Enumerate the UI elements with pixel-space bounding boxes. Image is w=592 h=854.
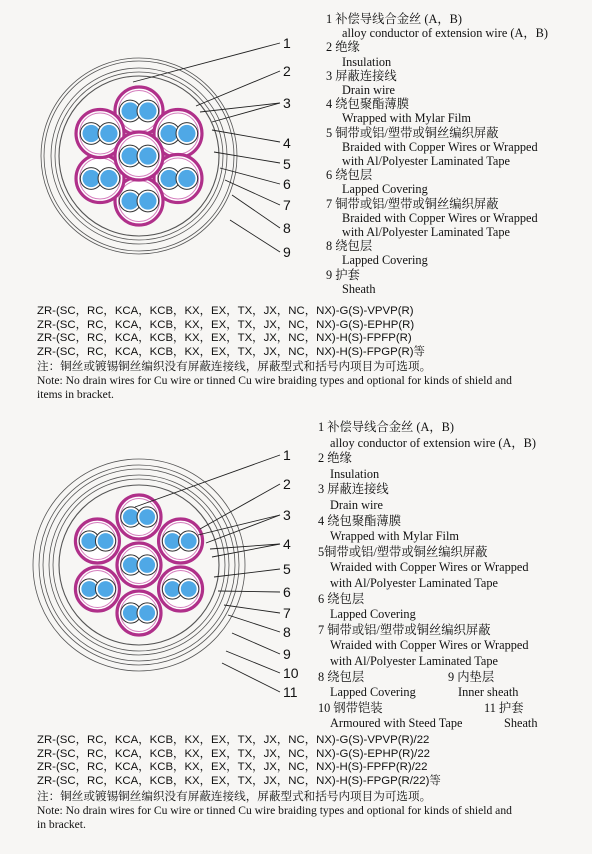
conductor: [121, 147, 138, 164]
legend-5-en: Braided with Copper Wires or Wrapped: [342, 139, 538, 154]
conductor: [83, 125, 100, 142]
cable-diagram-panel-1: [0, 0, 592, 410]
conductor: [123, 605, 139, 621]
note-zh: 注：铜丝或镀锡铜丝编织没有屏蔽连接线，屏蔽型式和括号内项目为可选项。: [37, 360, 432, 373]
leader-line: [210, 544, 280, 549]
conductor: [81, 581, 97, 597]
conductor: [181, 533, 197, 549]
model-code: ZR-(SC，RC，KCA，KCB，KX，EX，TX，JX，NC，NX)-H(S)-FPGP(R/22)等: [37, 774, 441, 787]
callout-10: 10: [283, 665, 299, 681]
legend-8-9-en: [318, 685, 536, 701]
conductor: [165, 533, 181, 549]
legend-2-zh: 2 绝缘: [326, 40, 360, 55]
legend-2-en: Insulation: [330, 466, 380, 481]
leader-line: [224, 605, 280, 613]
leader-line: [222, 663, 280, 692]
note-en-line2: in bracket.: [37, 818, 86, 831]
leader-line: [200, 484, 280, 529]
legend-7-zh: 7 铜带或铝/塑带或铜丝编织屏蔽: [318, 622, 491, 637]
conductor: [139, 192, 156, 209]
conductor: [181, 581, 197, 597]
legend-2-en: Insulation: [342, 54, 392, 69]
legend-9-en: Inner sheath: [458, 685, 519, 700]
leader-line: [214, 152, 280, 163]
callout-5: 5: [283, 561, 291, 577]
note-en-line1: Note: No drain wires for Cu wire or tinned Cu wire braiding types and optional for kinds of shield and: [37, 804, 512, 817]
legend-6-zh: 6 绕包层: [318, 591, 365, 606]
callout-11: 11: [283, 684, 298, 700]
component-legend-1: [326, 12, 548, 296]
legend-9-zh: 9 内垫层: [448, 669, 495, 684]
model-code: ZR-(SC，RC，KCA，KCB，KX，EX，TX，JX，NC，NX)-H(S)-FPGP(R)等: [37, 345, 425, 358]
leader-line: [212, 103, 280, 122]
legend-8-zh: 8 绕包层: [326, 239, 373, 254]
model-list-1: [37, 305, 425, 359]
conductor: [81, 533, 97, 549]
legend-7-en-line2: with Al/Polyester Laminated Tape: [330, 653, 498, 668]
legend-6-en: Lapped Covering: [342, 182, 428, 197]
callout-2: 2: [283, 476, 291, 492]
legend-7-en: Wraided with Copper Wires or Wrapped: [330, 638, 529, 653]
conductor: [123, 509, 139, 525]
model-code: ZR-(SC，RC，KCA，KCB，KX，EX，TX，JX，NC，NX)-G(S)-EPHP(R): [37, 318, 415, 331]
callout-7: 7: [283, 197, 291, 213]
callout-1: 1: [283, 35, 291, 51]
legend-7-en-line2: with Al/Polyester Laminated Tape: [342, 225, 510, 240]
legend-8-zh: 8 绕包层: [318, 669, 365, 684]
twisted-pairs: [76, 87, 202, 225]
legend-3-en: Drain wire: [342, 83, 395, 98]
legend-1-zh: 1 补偿导线合金丝 (A，B): [318, 420, 454, 434]
note-en-line2: items in bracket.: [37, 388, 114, 401]
twisted-pairs: [75, 495, 202, 635]
legend-8-en: Lapped Covering: [342, 253, 428, 268]
leader-line: [218, 591, 280, 592]
legend-4-en: Wrapped with Mylar Film: [330, 529, 459, 544]
note-en-line1: Note: No drain wires for Cu wire or tinned Cu wire braiding types and optional for kinds of shield and: [37, 374, 512, 387]
legend-2-zh: 2 绝缘: [318, 451, 352, 466]
legend-5-en-line2: with Al/Polyester Laminated Tape: [330, 575, 498, 590]
legend-8-9-zh: [318, 670, 536, 686]
legend-1-en: alloy conductor of extension wire (A，B): [342, 26, 548, 41]
note-zh: 注：铜丝或镀锡铜丝编织没有屏蔽连接线，屏蔽型式和括号内项目为可选项。: [37, 790, 432, 803]
leader-line: [214, 569, 280, 577]
callout-9: 9: [283, 646, 291, 662]
conductor: [139, 605, 155, 621]
legend-1-en: alloy conductor of extension wire (A，B): [330, 435, 536, 450]
conductor: [121, 192, 138, 209]
model-code: ZR-(SC，RC，KCA，KCB，KX，EX，TX，JX，NC，NX)-H(S)-FPFP(R)/22: [37, 761, 428, 774]
leader-line: [212, 130, 280, 142]
legend-4-zh: 4 绕包聚酯薄膜: [326, 97, 410, 112]
legend-10-en: Armoured with Steed Tape: [330, 716, 463, 731]
leader-line: [226, 651, 280, 673]
legend-5-zh: 5 铜带或铝/塑带或铜丝编织屏蔽: [326, 125, 499, 140]
leader-line: [228, 615, 280, 632]
callout-6: 6: [283, 584, 291, 600]
leader-line: [196, 71, 280, 106]
conductor: [100, 170, 117, 187]
legend-6-zh: 6 绕包层: [326, 168, 373, 183]
model-list-2: [37, 734, 441, 788]
legend-4-zh: 4 绕包聚酯薄膜: [318, 513, 402, 528]
callout-1: 1: [283, 447, 291, 463]
legend-9-en: Sheath: [342, 281, 376, 296]
leader-line: [212, 544, 280, 557]
leader-line: [225, 180, 280, 205]
cable-diagram-panel-2: [0, 415, 592, 854]
model-code: ZR-(SC，RC，KCA，KCB，KX，EX，TX，JX，NC，NX)-G(S)-VPVP(R): [37, 305, 414, 317]
callout-4: 4: [283, 536, 291, 552]
legend-10-11-en: [318, 716, 536, 732]
callout-3: 3: [283, 95, 291, 111]
note-1: [37, 360, 577, 402]
legend-10-11-zh: [318, 701, 536, 717]
conductor: [98, 581, 114, 597]
legend-3-en: Drain wire: [330, 497, 383, 512]
conductor: [83, 170, 100, 187]
conductor: [165, 581, 181, 597]
legend-9-zh: 9 护套: [326, 267, 360, 282]
callout-8: 8: [283, 220, 291, 236]
conductor: [100, 125, 117, 142]
conductor: [160, 125, 177, 142]
callout-9: 9: [283, 244, 291, 260]
leader-line: [232, 633, 280, 654]
model-code: ZR-(SC，RC，KCA，KCB，KX，EX，TX，JX，NC，NX)-G(S)-EPHP(R)/22: [37, 747, 431, 760]
legend-7-en: Braided with Copper Wires or Wrapped: [342, 210, 538, 225]
leader-line: [198, 515, 280, 535]
conductor: [123, 557, 139, 573]
callout-3: 3: [283, 507, 291, 523]
model-code: ZR-(SC，RC，KCA，KCB，KX，EX，TX，JX，NC，NX)-G(S)-VPVP(R)/22: [37, 734, 430, 746]
legend-6-en: Lapped Covering: [330, 607, 416, 622]
conductor: [139, 147, 156, 164]
legend-5-zh: 5铜带或铝/塑带或铜丝编织屏蔽: [318, 544, 488, 559]
legend-3-zh: 3 屏蔽连接线: [326, 68, 397, 83]
callout-5: 5: [283, 156, 291, 172]
conductor: [160, 170, 177, 187]
note-2: [37, 790, 577, 832]
legend-3-zh: 3 屏蔽连接线: [318, 482, 389, 497]
conductor: [178, 125, 195, 142]
component-legend-2: [318, 420, 536, 732]
legend-8-en: Lapped Covering: [330, 685, 416, 700]
callout-4: 4: [283, 135, 291, 151]
legend-4-en: Wrapped with Mylar Film: [342, 111, 471, 126]
legend-10-zh: 10 钢带铠装: [318, 700, 383, 715]
conductor: [98, 533, 114, 549]
legend-5-en-line2: with Al/Polyester Laminated Tape: [342, 154, 510, 169]
conductor: [139, 509, 155, 525]
callout-2: 2: [283, 63, 291, 79]
conductor: [139, 557, 155, 573]
callout-8: 8: [283, 624, 291, 640]
legend-5-en: Wraided with Copper Wires or Wrapped: [330, 560, 529, 575]
legend-11-en: Sheath: [504, 716, 538, 731]
conductor: [178, 170, 195, 187]
legend-7-zh: 7 铜带或铝/塑带或铜丝编织屏蔽: [326, 196, 499, 211]
legend-11-zh: 11 护套: [484, 700, 524, 715]
callout-6: 6: [283, 176, 291, 192]
model-code: ZR-(SC，RC，KCA，KCB，KX，EX，TX，JX，NC，NX)-H(S)-FPFP(R): [37, 332, 412, 345]
conductor: [121, 102, 138, 119]
leader-line: [230, 220, 280, 252]
legend-1-zh: 1 补偿导线合金丝 (A，B): [326, 12, 462, 26]
leader-line: [232, 195, 280, 228]
callout-7: 7: [283, 605, 291, 621]
conductor: [139, 102, 156, 119]
